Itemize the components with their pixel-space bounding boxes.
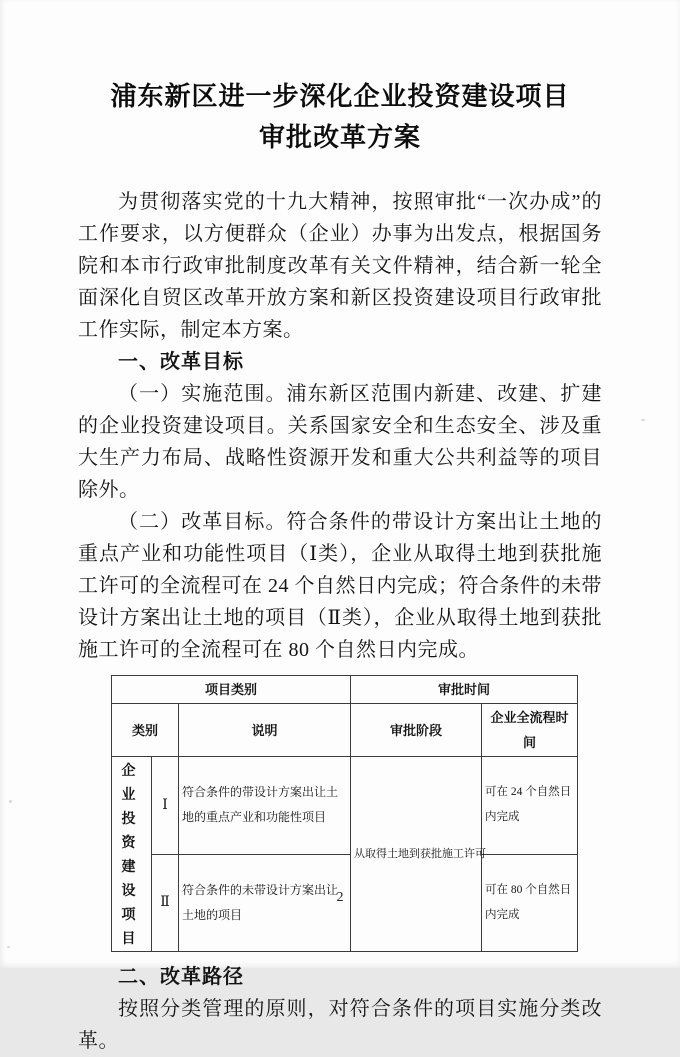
document-title-line-1: 浦东新区进一步深化企业投资建设项目: [110, 82, 570, 111]
table-header-row-2: [112, 704, 578, 757]
duration-cell-2: 可在 80 个自然日内完成: [482, 854, 578, 952]
approval-time-table: [111, 675, 578, 952]
scan-speck: [7, 946, 10, 948]
section-1-heading: 一、改革目标: [118, 351, 244, 373]
category-group-cell: 企业投资建设项目: [112, 757, 152, 952]
header-category: 类别: [112, 704, 179, 757]
header-approval-time: 审批时间: [351, 676, 578, 704]
header-full-process-time: 企业全流程时间: [482, 704, 578, 757]
section-1-scope-paragraph: （一）实施范围。浦东新区范围内新建、改建、扩建的企业投资建设项目。关系国家安全和生态安全、涉及重大生产力布局、战略性资源开发和重大公共利益等的项目除外。: [78, 383, 602, 501]
section-2-heading: 二、改革路径: [118, 966, 244, 988]
section-1-goal-paragraph: （二）改革目标。符合条件的带设计方案出让土地的重点产业和功能性项目（Ⅰ类），企业从取得土地到获批施工许可的全流程可在 24 个自然日内完成；符合条件的未带设计方案出让土地的项目（Ⅱ类），企业从取得土地到获批施工许可的全流程可在 80 个自然日内完成。: [78, 511, 602, 661]
scan-speck: [9, 800, 12, 803]
class-label-cell-2: Ⅱ: [152, 854, 179, 952]
duration-cell-1: 可在 24 个自然日内完成: [482, 757, 578, 855]
document-title: [78, 76, 602, 158]
document-title-line-2: 审批改革方案: [258, 123, 421, 152]
page-number: 2: [336, 890, 344, 905]
description-cell-1: 符合条件的带设计方案出让土地的重点产业和功能性项目: [179, 757, 351, 855]
intro-paragraph: 为贯彻落实党的十九大精神，按照审批“一次办成”的工作要求，以方便群众（企业）办事为出发点，根据国务院和本市行政审批制度改革有关文件精神，结合新一轮全面深化自贸区改革开放方案和新区投资建设项目行政审批工作实际，制定本方案。: [78, 191, 602, 341]
header-approval-stage: 审批阶段: [351, 704, 482, 757]
header-project-category: 项目类别: [112, 676, 351, 704]
scan-speck: [641, 419, 645, 421]
class-label-cell-1: Ⅰ: [152, 757, 179, 855]
document-body: [78, 186, 602, 1057]
table-header-row-1: [112, 676, 578, 704]
header-description: 说明: [179, 704, 351, 757]
document-content: [78, 76, 602, 1057]
table-row-class-1: [112, 757, 578, 855]
approval-stage-cell: 从取得土地到获批施工许可: [351, 757, 482, 952]
description-cell-2: 符合条件的未带设计方案出让土地的项目: [179, 854, 351, 952]
section-2-path-paragraph: 按照分类管理的原则，对符合条件的项目实施分类改革。: [78, 998, 602, 1052]
